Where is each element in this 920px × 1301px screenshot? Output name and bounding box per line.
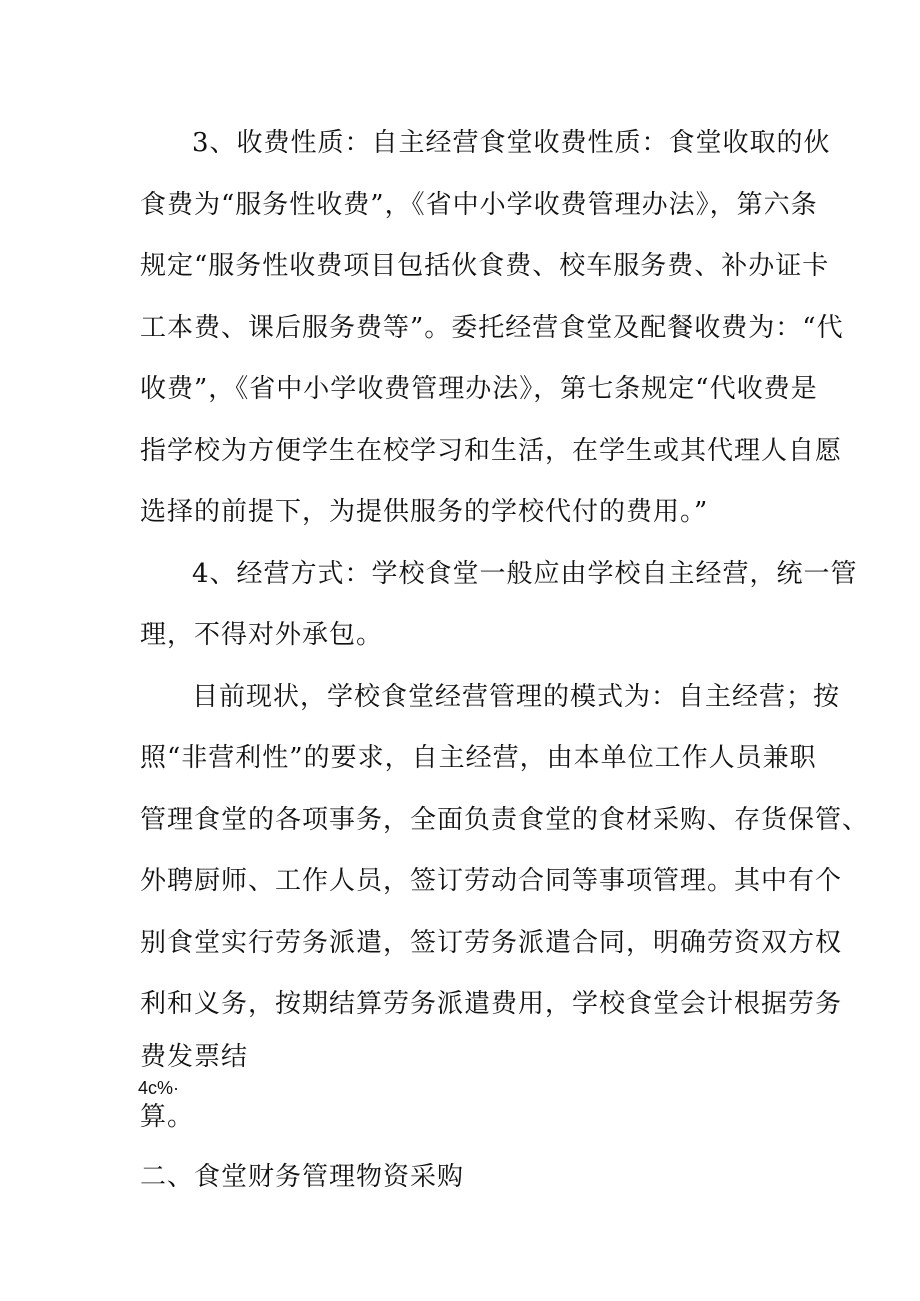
paragraph-line: 工本费、课后服务费等”。委托经营食堂及配餐收费为：“代 xyxy=(140,313,844,343)
paragraph-line: 4、经营方式：学校食堂一般应由学校自主经营，统一管 xyxy=(192,559,858,589)
paragraph-line: 算。 xyxy=(140,1102,195,1132)
section-heading: 二、食堂财务管理物资采购 xyxy=(140,1162,465,1192)
paragraph-line: 指学校为方便学生在校学习和生活，在学生或其代理人自愿 xyxy=(140,436,843,466)
paragraph-line: 选择的前提下，为提供服务的学校代付的费用。” xyxy=(140,497,709,527)
paragraph-line: 收费”，《省中小学收费管理办法》，第七条规定“代收费是 xyxy=(140,374,818,404)
paragraph-line: 规定“服务性收费项目包括伙食费、校车服务费、补办证卡 xyxy=(140,251,830,281)
paragraph-line: 利和义务，按期结算劳务派遣费用，学校食堂会计根据劳务 xyxy=(140,989,843,1019)
paragraph-line: 3、收费性质：自主经营食堂收费性质：食堂收取的伙 xyxy=(192,128,831,158)
paragraph-line: 理，不得对外承包。 xyxy=(140,620,384,650)
paragraph-line: 食费为“服务性收费”，《省中小学收费管理办法》，第六条 xyxy=(140,190,818,220)
paragraph-line: 费发票结 xyxy=(140,1042,249,1072)
stray-note-text: 4c%· xyxy=(138,1078,180,1098)
paragraph-line: 管理食堂的各项事务，全面负责食堂的食材采购、存货保管、 xyxy=(140,805,870,835)
paragraph-line: 目前现状，学校食堂经营管理的模式为：自主经营；按 xyxy=(192,682,841,712)
paragraph-line: 照“非营利性”的要求，自主经营，由本单位工作人员兼职 xyxy=(140,743,817,773)
paragraph-line: 外聘厨师、工作人员，签订劳动合同等事项管理。其中有个 xyxy=(140,866,843,896)
paragraph-line: 别食堂实行劳务派遣，签订劳务派遣合同，明确劳资双方权 xyxy=(140,928,843,958)
